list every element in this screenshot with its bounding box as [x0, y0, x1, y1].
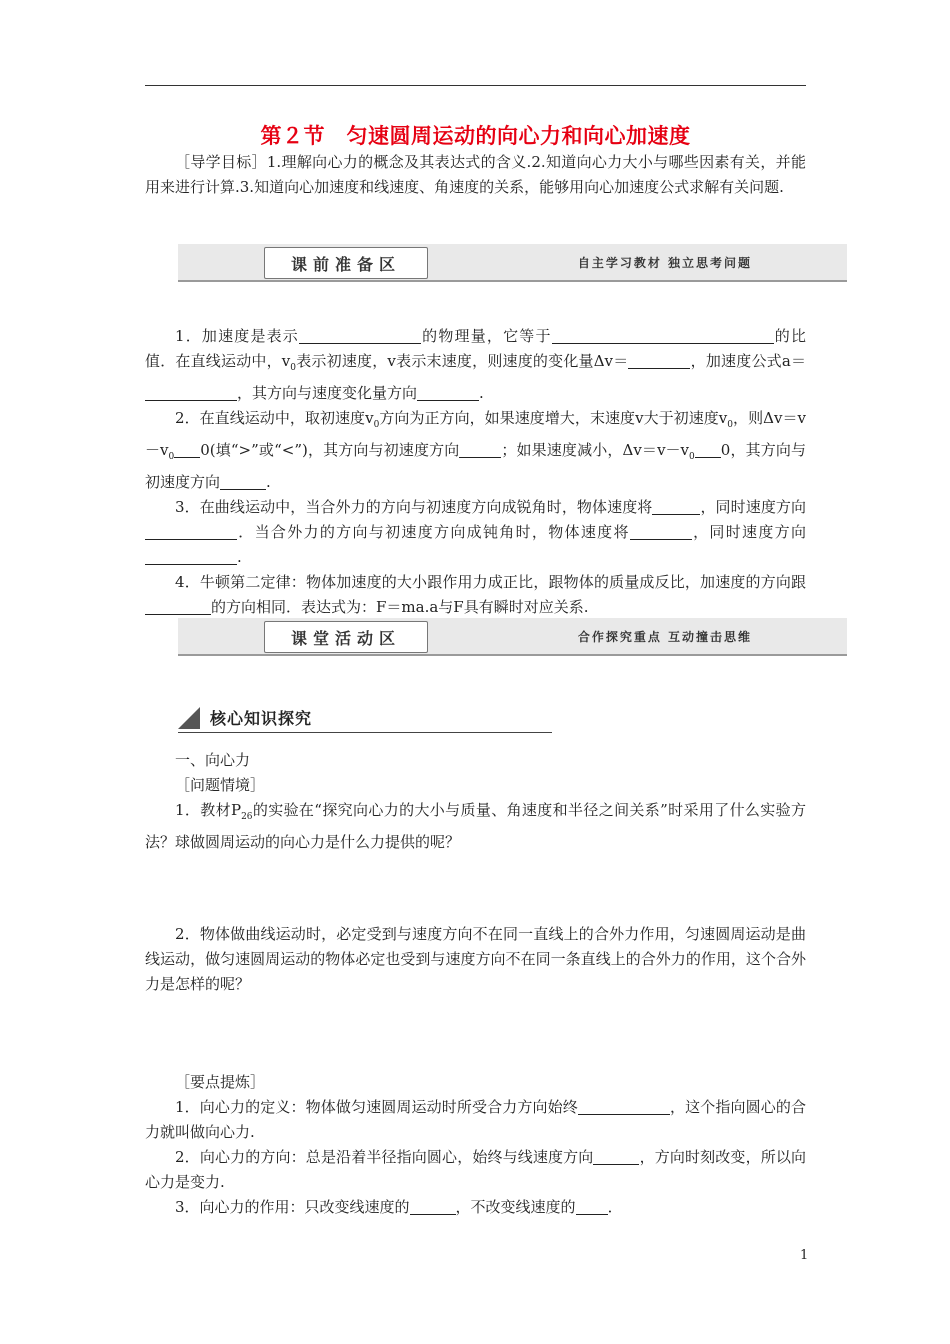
- banner-pre-class: [178, 244, 847, 282]
- banner-label: 课前准备区: [264, 247, 428, 279]
- blank[interactable]: [145, 598, 211, 615]
- question-3: 3．在曲线运动中，当合外力的方向与初速度方向成锐角时，物体速度将 ，同时速度方向．当合外力的方向与初速度方向成钝角时，物体速度将 ，同时速度方向.: [145, 495, 806, 570]
- blank[interactable]: [552, 327, 774, 344]
- blank[interactable]: [145, 548, 237, 565]
- banner-in-class: [178, 618, 847, 656]
- blank[interactable]: [630, 523, 692, 540]
- pre-class-questions: [145, 324, 806, 620]
- key-label: ［要点提炼］: [175, 1073, 266, 1091]
- blank[interactable]: [299, 327, 421, 344]
- section-centripetal-force: [145, 748, 806, 855]
- learning-goals: ［导学目标］1.理解向心力的概念及其表达式的含义.2.知道向心力大小与哪些因素有关，并能用来进行计算.3.知道向心加速度和线速度、角速度的关系，能够用向心加速度公式求解有关问题.: [145, 153, 806, 196]
- problem-label: ［问题情境］: [175, 776, 266, 794]
- banner-tag: 合作探究重点 互动撞击思维: [577, 630, 752, 644]
- section-heading: 一、向心力: [175, 751, 251, 769]
- blank[interactable]: [695, 441, 721, 458]
- blank[interactable]: [459, 441, 501, 458]
- blank[interactable]: [410, 1198, 456, 1215]
- blank[interactable]: [145, 523, 237, 540]
- key-points-block: [145, 1070, 806, 1220]
- blank[interactable]: [417, 384, 479, 401]
- problem-1: 1．教材$P_{26}$的实验在“探究向心力的大小与质量、角速度和半径之间关系”时采用了什么实验方法？球做圆周运动的向心力是什么力提供的呢？: [145, 801, 806, 851]
- blank[interactable]: [576, 1198, 608, 1215]
- key-point-3: 3．向心力的作用：只改变线速度的 ，不改变线速度的 ．: [175, 1198, 623, 1216]
- blank[interactable]: [652, 498, 700, 515]
- triangle-icon: [178, 707, 200, 729]
- blank[interactable]: [593, 1148, 639, 1165]
- blank[interactable]: [578, 1098, 670, 1115]
- blank[interactable]: [174, 441, 200, 458]
- page-number: 1: [800, 1248, 809, 1263]
- question-2: 2．在直线运动中，取初速度$v_0$方向为正方向，如果速度增大，末速度v大于初速度$v_0$，则$\Delta v=v-v_0$ 0(填“>”或“<”)，其方向与初速度方向 ；如果速度减小，$\Delta v=v-v_0$ 0，其方向与初速度方向 .: [145, 409, 807, 491]
- core-knowledge-heading: 核心知识探究: [178, 704, 552, 733]
- header-rule: [145, 85, 806, 86]
- blank[interactable]: [145, 384, 237, 401]
- question-4: 4．牛顿第二定律：物体加速度的大小跟作用力成正比，跟物体的质量成反比，加速度的方向跟的方向相同．表达式为：F＝ma.a与F具有瞬时对应关系.: [145, 570, 806, 620]
- question-1: 1．加速度是表示 的物理量，它等于 的比值．在直线运动中，$v_0$表示初速度，v表示末速度，则速度的变化量Δv＝ ，加速度公式a＝，其方向与速度变化量方向 .: [145, 327, 806, 402]
- key-point-1: 1．向心力的定义：物体做匀速圆周运动时所受合力方向始终 ，这个指向圆心的合力就叫做向心力.: [145, 1098, 806, 1141]
- blank[interactable]: [628, 352, 690, 369]
- key-point-2: 2．向心力的方向：总是沿着半径指向圆心，始终与线速度方向 ，方向时刻改变，所以向心力是变力.: [145, 1148, 806, 1191]
- problem-2: 2．物体做曲线运动时，必定受到与速度方向不在同一直线上的合外力作用，匀速圆周运动是曲线运动，做匀速圆周运动的物体必定也受到与速度方向不在同一条直线上的合外力的作用，这个合外力是怎样的呢？: [145, 925, 806, 993]
- problem-2-block: [145, 922, 806, 997]
- blank[interactable]: [220, 473, 266, 490]
- banner-label: 课堂活动区: [264, 621, 428, 653]
- banner-tag: 自主学习教材 独立思考问题: [577, 256, 752, 270]
- page-title: 第２节 匀速圆周运动的向心力和向心加速度: [260, 124, 691, 148]
